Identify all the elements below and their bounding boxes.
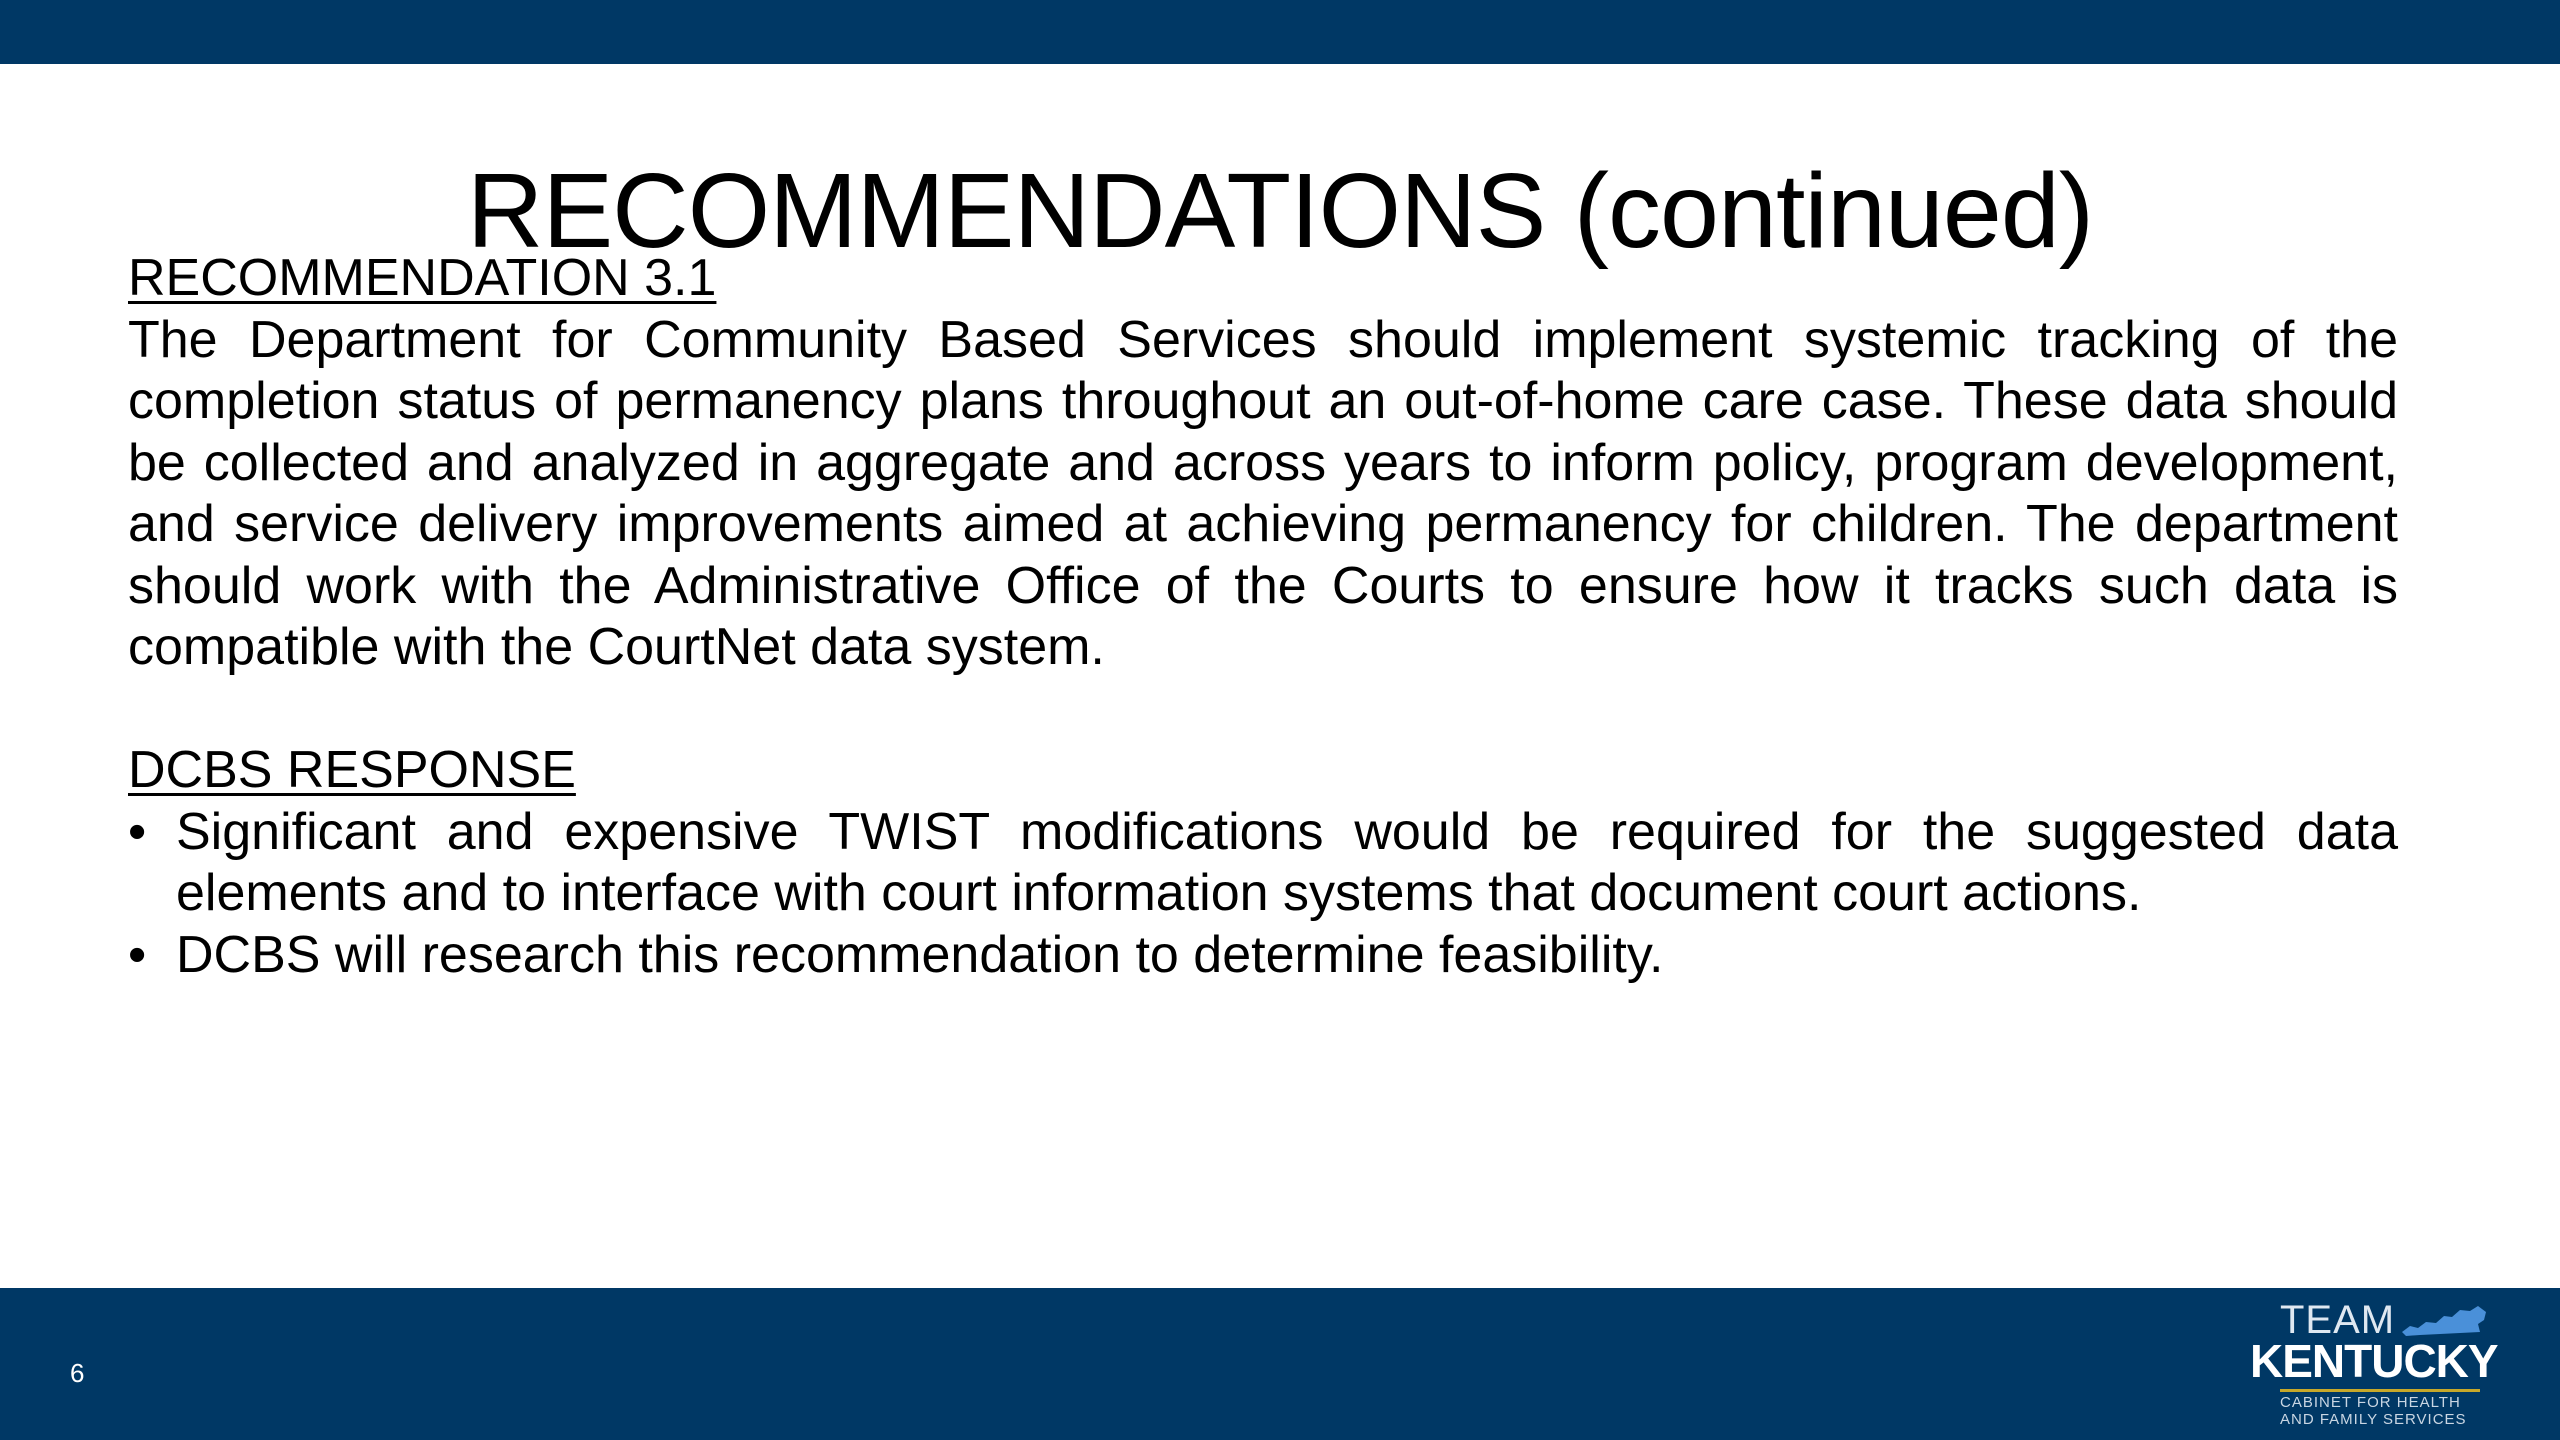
logo-divider [2280, 1389, 2480, 1392]
bullet-icon: • [128, 925, 147, 984]
bullet-icon: • [128, 802, 147, 861]
recommendation-text: The Department for Community Based Services should implement systemic tracking of the completion status of permanency plans throughout an out-of-home care case. These data should be collected and analyzed in aggregate and across years to inform policy, program development, and service delivery improvements aimed at achieving permanency for children. The department should work with the Administrative Office of the Courts to ensure how it tracks such data is compatible with the CourtNet data system. [128, 310, 2398, 676]
logo-kentucky-text: KENTUCKY [2250, 1335, 2498, 1387]
response-heading: DCBS RESPONSE [128, 741, 576, 799]
response-bullet-list [128, 802, 2398, 987]
bottom-banner-bar [0, 1288, 2560, 1440]
section-spacer [128, 679, 2398, 741]
slide-title: RECOMMENDATIONS (continued) [466, 152, 2094, 271]
bullet-text: Significant and expensive TWIST modifications would be required for the suggested data elements and to interface with court information systems that document court actions. [176, 802, 2398, 922]
team-kentucky-logo [2250, 1298, 2510, 1432]
bullet-item [128, 925, 2398, 987]
bullet-item [128, 802, 2398, 925]
slide-number: 6 [70, 1358, 85, 1388]
logo-team-text: TEAM [2280, 1298, 2396, 1342]
recommendation-heading: RECOMMENDATION 3.1 [128, 249, 717, 307]
logo-cabinet-line-1: CABINET FOR HEALTH [2280, 1394, 2461, 1411]
logo-cabinet-text [2280, 1394, 2490, 1428]
bullet-text: DCBS will research this recommendation to determine feasibility. [176, 925, 1664, 984]
logo-cabinet-line-2: AND FAMILY SERVICES [2280, 1411, 2467, 1428]
slide-body [128, 248, 2398, 986]
top-banner-bar [0, 0, 2560, 64]
